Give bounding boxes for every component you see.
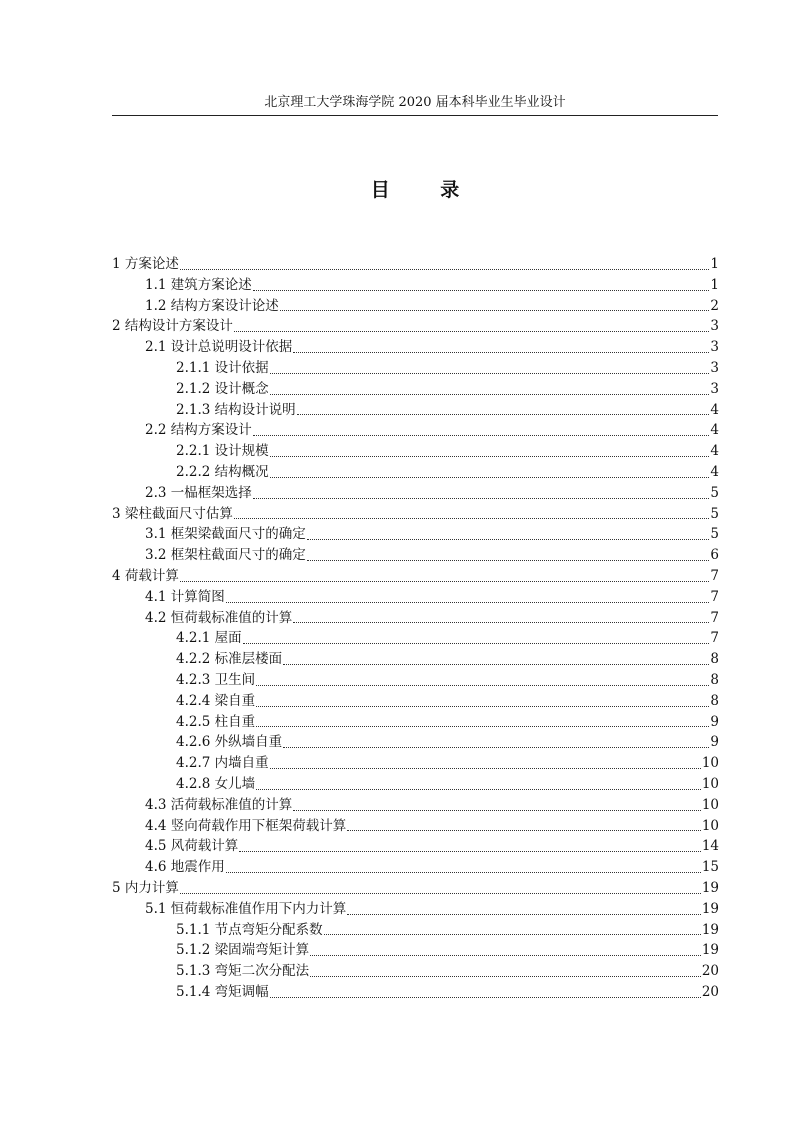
toc-entry[interactable] [112,774,719,795]
toc-entry-label: 4.2 恒荷载标准值的计算 [145,609,293,626]
toc-dot-leader [283,663,709,665]
toc-entry-page: 19 [701,921,719,938]
toc-entry-label: 5.1.4 弯矩调幅 [176,983,269,1000]
toc-entry-label: 4.2.8 女儿墙 [176,775,256,792]
toc-entry-label: 2 结构设计方案设计 [112,318,233,335]
toc-entry-label: 4.4 竖向荷载作用下框架荷载计算 [145,817,347,834]
toc-entry[interactable] [112,857,719,878]
toc-dot-leader [226,871,701,873]
toc-entry-label: 2.1.3 结构设计说明 [176,401,296,418]
toc-entry[interactable] [112,545,719,566]
header-rule [112,115,718,116]
toc-entry[interactable] [112,358,719,379]
toc-entry-label: 4.2.5 柱自重 [176,713,256,730]
toc-entry[interactable] [112,795,719,816]
toc-entry-page: 19 [701,879,719,896]
toc-entry-label: 2.1.1 设计依据 [176,359,269,376]
toc-entry-label: 2.2.2 结构概况 [176,463,269,480]
toc-entry[interactable] [112,732,719,753]
toc-entry[interactable] [112,337,719,358]
toc-entry-label: 4.2.6 外纵墙自重 [176,734,283,751]
toc-entry[interactable] [112,649,719,670]
toc-entry[interactable] [112,296,719,317]
toc-entry-label: 2.1.2 设计概念 [176,380,269,397]
toc-entry[interactable] [112,504,719,525]
toc-entry-page: 4 [710,422,719,439]
toc-entry-label: 4.2.4 梁自重 [176,692,256,709]
toc-entry-page: 7 [710,588,719,605]
toc-entry[interactable] [112,816,719,837]
toc-entry-page: 5 [710,505,719,522]
toc-dot-leader [270,372,710,374]
toc-entry-page: 20 [701,963,719,980]
toc-entry[interactable] [112,441,719,462]
toc-dot-leader [270,455,710,457]
toc-entry-page: 9 [710,734,719,751]
toc-entry[interactable] [112,982,719,1003]
toc-entry-label: 4 荷载计算 [112,567,179,584]
toc-dot-leader [270,476,710,478]
toc-entry-page: 3 [710,380,719,397]
toc-dot-leader [297,413,710,415]
toc-entry-page: 4 [710,463,719,480]
toc-entry-label: 2.1 设计总说明设计依据 [145,339,293,356]
toc-entry-page: 1 [710,256,719,272]
toc-entry-page: 10 [701,775,719,792]
toc-entry[interactable] [112,462,719,483]
toc-dot-leader [293,621,709,623]
toc-entry-page: 7 [710,567,719,584]
toc-dot-leader [310,975,701,977]
toc-entry-label: 5.1.2 梁固端弯矩计算 [176,942,310,959]
toc-entry-label: 2.2.1 设计规模 [176,443,269,460]
toc-entry[interactable] [112,878,719,899]
toc-dot-leader [256,684,709,686]
toc-entry[interactable] [112,316,719,337]
toc-entry-label: 4.2.1 屋面 [176,630,242,647]
toc-dot-leader [239,850,701,852]
page-header: 北京理工大学珠海学院 2020 届本科毕业生毕业设计 [264,95,566,110]
toc-entry-label: 4.6 地震作用 [145,859,225,876]
toc-dot-leader [253,434,710,436]
toc-entry[interactable] [112,691,719,712]
toc-entry-page: 7 [710,630,719,647]
toc-entry[interactable] [112,940,719,961]
toc-dot-leader [256,788,701,790]
toc-entry-page: 3 [710,318,719,335]
toc-dot-leader [293,351,709,353]
toc-entry-label: 1.2 结构方案设计论述 [145,297,279,314]
toc-entry-page: 10 [701,755,719,772]
toc-entry[interactable] [112,400,719,421]
toc-entry-page: 9 [710,713,719,730]
toc-entry-page: 3 [710,339,719,356]
toc-dot-leader [243,642,710,644]
toc-entry-page: 5 [710,484,719,501]
toc-entry-label: 4.2.3 卫生间 [176,671,256,688]
toc-entry-page: 8 [710,651,719,668]
toc-dot-leader [307,538,710,540]
toc-dot-leader [270,393,710,395]
toc-dot-leader [180,580,710,582]
toc-entry-label: 4.2.2 标准层楼面 [176,651,283,668]
toc-entry-page: 20 [701,983,719,1000]
toc-dot-leader [256,705,709,707]
toc-entry[interactable] [112,628,719,649]
toc-entry[interactable] [112,712,719,733]
toc-entry-page: 1 [710,276,719,293]
toc-entry-label: 2.2 结构方案设计 [145,422,252,439]
toc-entry-page: 8 [710,671,719,688]
toc-dot-leader [283,746,709,748]
toc-entry[interactable] [112,670,719,691]
toc-entry-label: 5.1.3 弯矩二次分配法 [176,963,310,980]
toc-entry[interactable] [112,920,719,941]
toc-dot-leader [256,725,709,727]
toc-entry-page: 8 [710,692,719,709]
toc-entry[interactable] [112,420,719,441]
toc-entry-label: 5.1 恒荷载标准值作用下内力计算 [145,900,347,917]
toc-entry-page: 2 [710,297,719,314]
toc-entry-page: 19 [701,942,719,959]
toc-entry[interactable] [112,608,719,629]
toc-entry-label: 1 方案论述 [112,256,179,272]
toc-dot-leader [310,954,701,956]
toc-entry[interactable] [112,275,719,296]
toc-entry-label: 3 梁柱截面尺寸估算 [112,505,233,522]
toc-dot-leader [347,913,701,915]
toc-entry[interactable] [112,753,719,774]
toc-dot-leader [280,309,710,311]
toc-dot-leader [180,268,710,270]
toc-entry-label: 4.1 计算简图 [145,588,225,605]
toc-entry-label: 3.2 框架柱截面尺寸的确定 [145,547,306,564]
toc-entry-page: 19 [701,900,719,917]
table-of-contents [112,254,719,1003]
toc-dot-leader [270,996,701,998]
toc-entry-label: 5.1.1 节点弯矩分配系数 [176,921,323,938]
toc-title: 目 录 [370,179,482,201]
toc-entry-page: 4 [710,401,719,418]
toc-entry[interactable] [112,899,719,920]
toc-entry-label: 5 内力计算 [112,879,179,896]
toc-entry-label: 3.1 框架梁截面尺寸的确定 [145,526,306,543]
toc-dot-leader [226,601,710,603]
toc-entry[interactable] [112,524,719,545]
toc-entry-page: 10 [701,796,719,813]
toc-dot-leader [293,809,701,811]
toc-entry-label: 4.3 活荷载标准值的计算 [145,796,293,813]
toc-dot-leader [270,767,701,769]
toc-entry[interactable] [112,836,719,857]
toc-entry-page: 14 [701,838,719,855]
toc-entry[interactable] [112,566,719,587]
toc-entry-page: 10 [701,817,719,834]
toc-entry-page: 15 [701,859,719,876]
toc-entry-page: 4 [710,443,719,460]
toc-dot-leader [253,497,710,499]
toc-entry-page: 7 [710,609,719,626]
toc-dot-leader [234,517,710,519]
toc-entry[interactable] [112,379,719,400]
toc-dot-leader [234,330,710,332]
toc-entry-page: 3 [710,359,719,376]
toc-entry-page: 6 [710,547,719,564]
toc-entry[interactable] [112,254,719,275]
toc-dot-leader [347,829,701,831]
toc-dot-leader [253,289,710,291]
toc-entry[interactable] [112,587,719,608]
toc-dot-leader [307,559,710,561]
toc-entry[interactable] [112,483,719,504]
toc-dot-leader [180,892,701,894]
toc-entry[interactable] [112,961,719,982]
toc-entry-label: 4.2.7 内墙自重 [176,755,269,772]
toc-dot-leader [324,933,701,935]
toc-entry-label: 1.1 建筑方案论述 [145,276,252,293]
toc-entry-page: 5 [710,526,719,543]
toc-entry-label: 4.5 风荷载计算 [145,838,239,855]
toc-entry-label: 2.3 一榀框架选择 [145,484,252,501]
